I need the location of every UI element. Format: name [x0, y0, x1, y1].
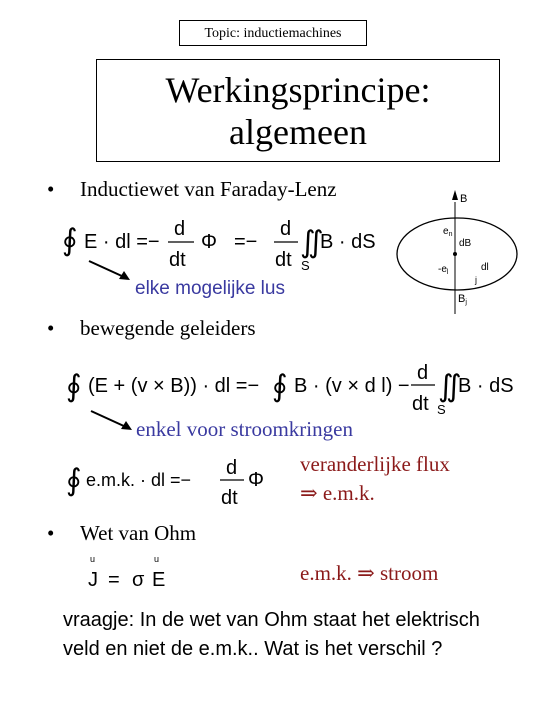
bullet-faraday-text: Inductiewet van Faraday-Lenz: [80, 177, 337, 201]
vec-mark-E: u: [154, 554, 160, 564]
vec-mark-J: u: [90, 554, 96, 564]
slide-title: [96, 59, 500, 162]
loop-figure: [392, 182, 522, 322]
eq-dt-den4: dt: [221, 487, 238, 509]
double-integral: ∬: [300, 226, 324, 259]
bullet-dot: •: [47, 316, 55, 340]
bullet-faraday: [47, 177, 337, 202]
eq-B-vdl: B · (v × d l) −: [294, 375, 410, 397]
arrow-circuits: [88, 408, 138, 434]
bullet-ohm-text: Wet van Ohm: [80, 521, 197, 545]
title-line-1: Werkingsprincipe:: [165, 70, 431, 110]
title-line-2: algemeen: [229, 112, 367, 152]
eq-E: E: [152, 569, 166, 591]
eq-phi-2: Φ: [248, 469, 264, 491]
emk-equation: [62, 448, 302, 514]
svg-text:en: [443, 226, 453, 238]
eq-emk-dl: e.m.k. · dl =−: [86, 470, 192, 490]
note-varying-flux: veranderlijke flux: [300, 452, 450, 476]
question-text: [63, 606, 480, 664]
topic-label: Topic: inductiemachines: [179, 20, 367, 46]
eq-dt-den3: dt: [412, 393, 429, 415]
label-dl: dl: [481, 262, 489, 273]
note-emk-result: ⇒ e.m.k.: [300, 481, 375, 505]
surface-sub: S: [301, 258, 310, 273]
question-line-1: vraagje: In de wet van Ohm staat het elektrisch: [63, 609, 480, 631]
label-Bj-sub: j: [465, 299, 467, 306]
label-en-sub: n: [448, 231, 453, 238]
label-el: -e: [438, 264, 447, 275]
integral-sign: ∮: [66, 464, 82, 497]
bullet-dot: •: [47, 521, 55, 545]
eq-d-num3: d: [417, 362, 429, 384]
eq-d-num: d: [174, 218, 186, 240]
label-en: e: [443, 226, 449, 237]
bullet-dot: •: [47, 177, 55, 201]
label-Bj: B: [458, 293, 466, 305]
eq-phi: Φ: [201, 231, 217, 253]
eq-E-vB: (E + (v × B)) · dl =−: [88, 375, 260, 397]
eq-dt-den: dt: [169, 249, 186, 271]
surface-point: [453, 252, 457, 256]
label-el-sub: l: [446, 269, 449, 276]
bullet-moving: [47, 316, 256, 341]
note-any-loop: elke mogelijke lus: [135, 278, 285, 299]
integral-sign-2: ∮: [272, 370, 288, 403]
label-j: j: [475, 275, 477, 285]
note-circuits-only: enkel voor stroomkringen: [136, 417, 353, 441]
eq-d-num4: d: [226, 457, 238, 479]
field-arrow-up: [452, 190, 458, 200]
question-line-2: veld en niet de e.m.k.. Wat is het verschil ?: [63, 638, 443, 660]
bullet-moving-text: bewegende geleiders: [80, 316, 256, 340]
integral-sign: ∮: [66, 370, 82, 403]
note-emk-current: e.m.k. ⇒ stroom: [300, 561, 439, 585]
surface-sub-2: S: [437, 402, 446, 417]
eq-equals: =: [108, 569, 120, 591]
eq-dt-den2: dt: [275, 249, 292, 271]
integral-sign: ∮: [62, 224, 78, 257]
eq-d-num2: d: [280, 218, 292, 240]
eq-E-dl: E · dl =−: [84, 231, 160, 253]
eq-sigma: σ: [132, 569, 145, 591]
double-integral-2: ∬: [438, 370, 462, 403]
label-dB: dB: [459, 238, 472, 249]
ohm-equation: [86, 554, 186, 594]
eq-BdS: B · dS: [320, 231, 376, 253]
bullet-ohm: [47, 521, 196, 546]
label-B: B: [460, 193, 468, 205]
svg-text:-el: [438, 264, 449, 276]
arrow-any-loop: [86, 258, 136, 284]
svg-text:Bj: [458, 293, 467, 306]
eq-BdS-2: B · dS: [458, 375, 514, 397]
eq-eq2: =−: [234, 231, 258, 253]
eq-J: J: [88, 569, 98, 591]
